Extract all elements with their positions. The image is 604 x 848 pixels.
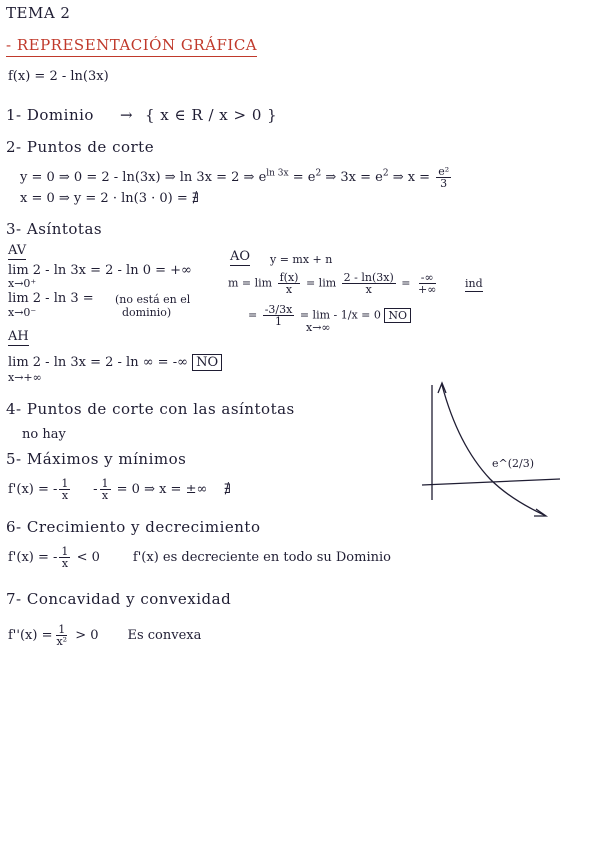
dominio-value: { x ∈ R / x > 0 } xyxy=(145,106,278,124)
graph-intersection-label: e^(2/3) xyxy=(492,457,535,470)
corte-line-1-sup: ln 3x xyxy=(266,168,289,179)
section-asintotas-heading: 3- Asíntotas xyxy=(6,220,103,238)
concavidad-line: f''(x) = $\frac{1}{\text{x²}}$ > 0 Es convexa xyxy=(8,623,202,648)
graph-curve-arrow-top xyxy=(438,383,446,393)
subtitle-text: - REPRESENTACIÓN GRÁFICA xyxy=(6,36,257,57)
ao-equation: y = mx + n xyxy=(270,253,333,266)
corte-line-1 xyxy=(20,166,453,189)
maximos-line: f'(x) = - $\frac{1}{x}$ - $\frac{1}{x}$ = 0 ⇒ x = ±∞ ∄ xyxy=(8,477,231,502)
ao-fraction-f: $\frac{f(x)}{x}$ xyxy=(279,271,299,296)
ah-label: AH xyxy=(8,329,29,344)
av-note-2: dominio) xyxy=(122,306,172,319)
ah-no-box: NO xyxy=(192,354,222,371)
crec-fraction: $\frac{1}{x}$ xyxy=(61,545,69,570)
function-definition: f(x) = 2 - ln(3x) xyxy=(8,69,109,84)
corte-line-1-sup2: 2 xyxy=(315,168,322,179)
av-line-2: lim 2 - ln 3 = xyxy=(8,291,94,306)
arrow-icon: → xyxy=(120,106,134,124)
corte-line-1-c: ⇒ 3x = e xyxy=(321,170,383,185)
max-fraction-2: $\frac{1}{x}$ xyxy=(101,477,109,502)
crecimiento-line: f'(x) = - $\frac{1}{x}$ < 0 f'(x) es decreciente en todo su Dominio xyxy=(8,545,391,570)
corte-line-1-a: y = 0 ⇒ 0 = 2 - ln(3x) ⇒ ln 3x = 2 ⇒ e xyxy=(20,170,267,185)
ao-ind: ind xyxy=(465,277,483,290)
max-fraction-1: $\frac{1}{x}$ xyxy=(61,477,69,502)
ao-line-2: = $\frac{-3/3x}{1}$ = lim - 1/x = 0 NO xyxy=(248,304,411,327)
section-corte-asintotas-heading: 4- Puntos de corte con las asíntotas xyxy=(6,400,295,418)
section-dominio-heading: 1- Dominio xyxy=(6,106,94,124)
function-graph xyxy=(418,375,568,525)
av-line-2-sub: x→0⁻ xyxy=(8,306,37,319)
graph-curve xyxy=(442,385,544,515)
av-note-1: (no está en el xyxy=(115,293,191,306)
corte-line-1-b: = e xyxy=(288,170,316,185)
ao-fraction-h: $\frac{-\infty}{+\infty}$ xyxy=(417,271,437,296)
ao-line-2-sub: x→∞ xyxy=(306,321,331,334)
conc-fraction: $\frac{1}{\text{x²}}$ xyxy=(56,623,68,648)
av-line-1-sub: x→0⁺ xyxy=(8,277,37,290)
section-cortes-heading: 2- Puntos de corte xyxy=(6,138,155,156)
section-crecimiento-heading: 6- Crecimiento y decrecimiento xyxy=(6,518,261,536)
av-label: AV xyxy=(8,243,27,258)
corte-line-1-sup3: 2 xyxy=(382,168,389,179)
av-line-1: lim 2 - ln 3x = 2 - ln 0 = +∞ xyxy=(8,263,192,278)
section-concavidad-heading: 7- Concavidad y convexidad xyxy=(6,590,232,608)
corte-line-2: x = 0 ⇒ y = 2 · ln(3 · 0) = ∄ xyxy=(20,191,199,206)
corte-line-1-d: ⇒ x = xyxy=(388,170,431,185)
ao-fraction-g: $\frac{2 - \ln(3x)}{x}$ xyxy=(343,271,394,296)
ao-label: AO xyxy=(230,249,251,264)
ao-fraction-2: $\frac{-3/3x}{1}$ xyxy=(264,303,293,328)
ah-line-1-sub: x→+∞ xyxy=(8,371,42,384)
corte-fraction: $\frac{\text{e²}}{3}$ xyxy=(438,165,450,190)
page-subtitle xyxy=(6,38,257,53)
graph-curve-arrow xyxy=(534,509,546,516)
ao-m-line: m = lim $\frac{f(x)}{x}$ = lim $\frac{2 - \ln(3x)}{x}$ = $\frac{-\infty}{+\infty}$ xyxy=(228,271,437,296)
corte-asintotas-value: no hay xyxy=(22,427,66,442)
ah-line-1: lim 2 - ln 3x = 2 - ln ∞ = -∞ NO xyxy=(8,356,222,369)
page-title: TEMA 2 xyxy=(6,4,71,22)
ao-no-box: NO xyxy=(384,308,411,323)
section-maximos-heading: 5- Máximos y mínimos xyxy=(6,450,187,468)
